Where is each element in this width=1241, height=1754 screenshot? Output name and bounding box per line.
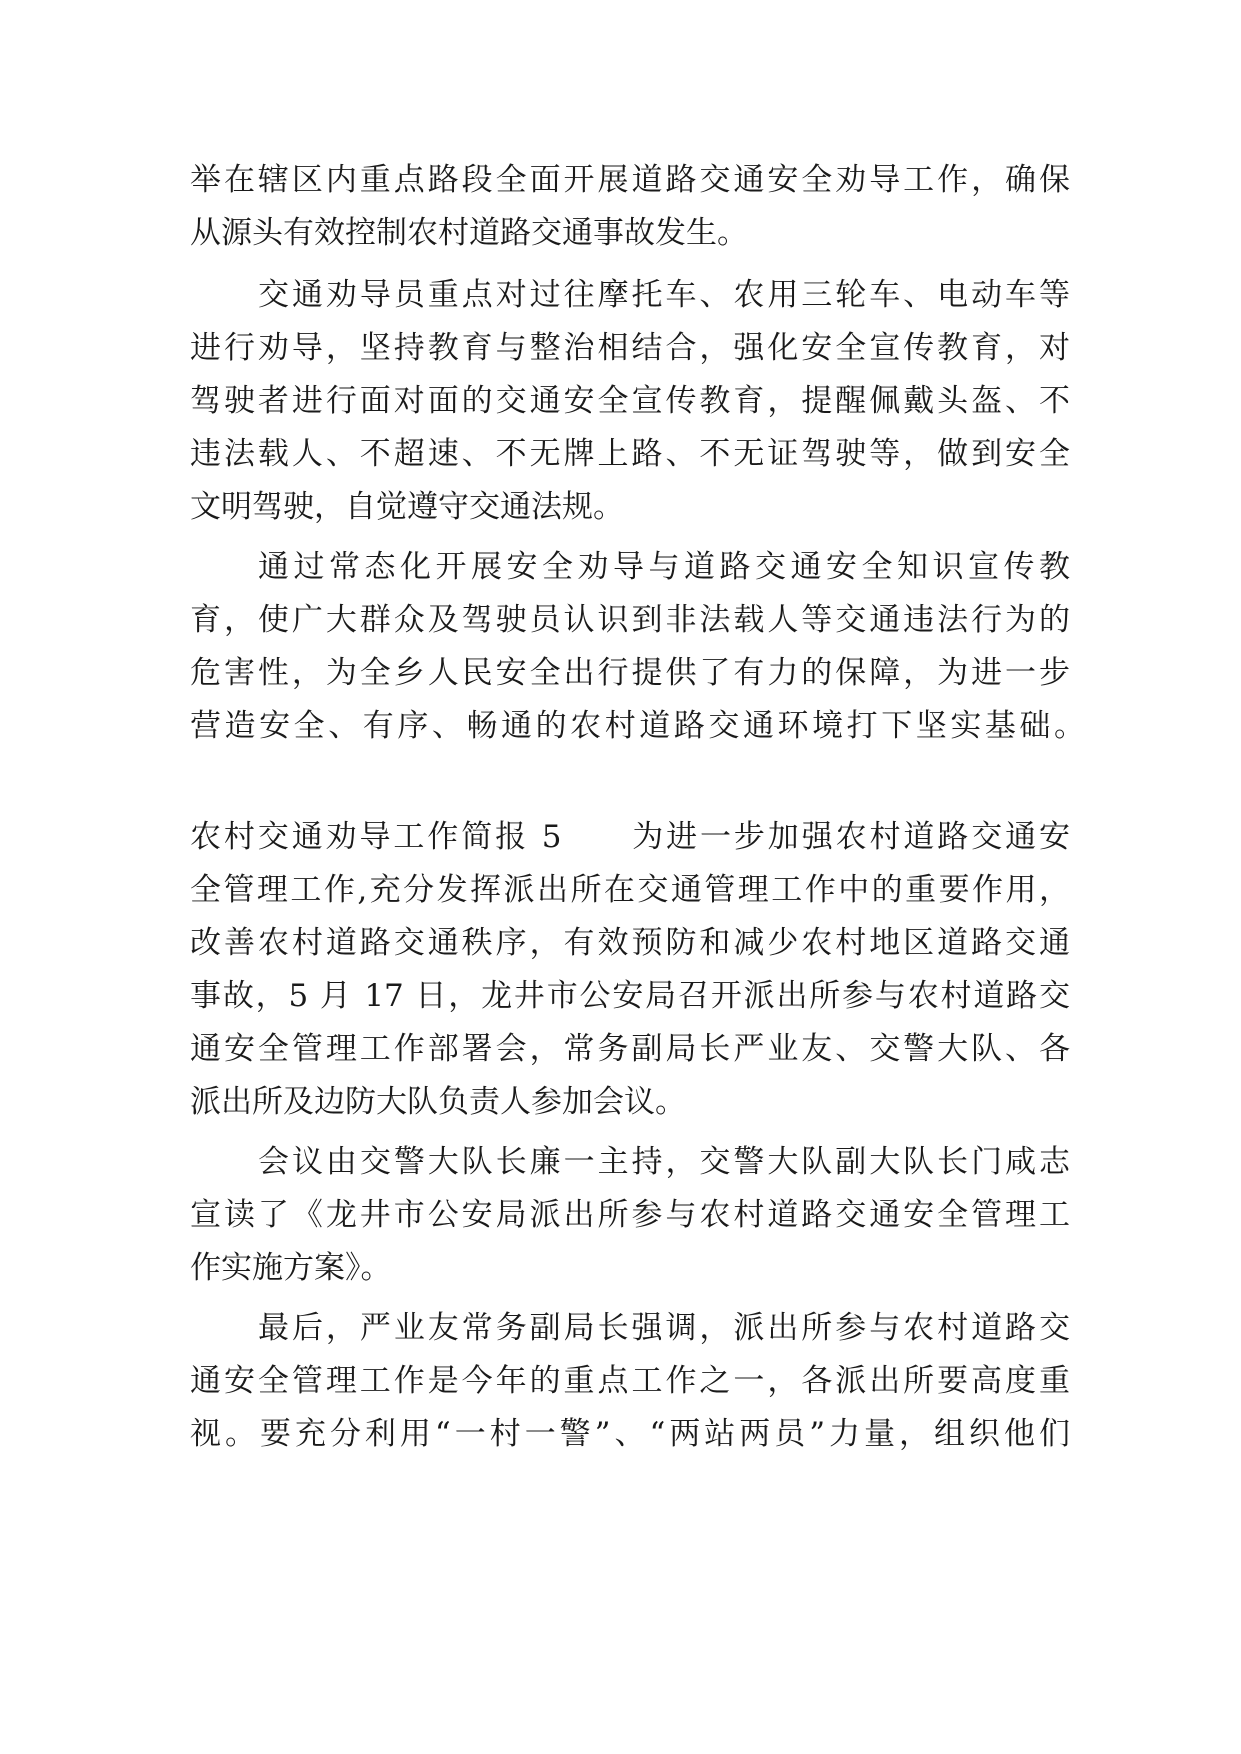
paragraph-line: 驾驶者进行面对面的交通安全宣传教育，提醒佩戴头盔、不 (190, 383, 1070, 419)
paragraph-line: 交通劝导员重点对过往摩托车、农用三轮车、电动车等 (258, 277, 1070, 313)
paragraph-line: 事故，5 月 17 日，龙井市公安局召开派出所参与农村道路交 (190, 978, 1070, 1014)
paragraph-line: 文明驾驶，自觉遵守交通法规。 (190, 489, 624, 525)
paragraph-line: 派出所及边防大队负责人参加会议。 (190, 1084, 686, 1120)
paragraph-line: 进行劝导，坚持教育与整治相结合，强化安全宣传教育，对 (190, 330, 1070, 366)
paragraph-line: 视。要充分利用“一村一警”、“两站两员”力量，组织他们 (190, 1416, 1070, 1452)
paragraph-line: 改善农村道路交通秩序，有效预防和减少农村地区道路交通 (190, 925, 1070, 961)
paragraph-line: 从源头有效控制农村道路交通事故发生。 (190, 215, 748, 251)
paragraph-line: 通安全管理工作是今年的重点工作之一，各派出所要高度重 (190, 1363, 1070, 1399)
paragraph-line: 会议由交警大队长廉一主持，交警大队副大队长门咸志 (258, 1144, 1070, 1180)
paragraph-line: 危害性，为全乡人民安全出行提供了有力的保障，为进一步 (190, 655, 1070, 691)
paragraph-line: 通安全管理工作部署会，常务副局长严业友、交警大队、各 (190, 1031, 1070, 1067)
paragraph-line: 最后，严业友常务副局长强调，派出所参与农村道路交 (258, 1310, 1070, 1346)
paragraph-line: 通过常态化开展安全劝导与道路交通安全知识宣传教 (258, 549, 1070, 585)
paragraph-line: 作实施方案》。 (190, 1250, 392, 1286)
paragraph-line: 举在辖区内重点路段全面开展道路交通安全劝导工作，确保 (190, 162, 1070, 198)
paragraph-line: 营造安全、有序、畅通的农村道路交通环境打下坚实基础。 (190, 708, 1085, 744)
paragraph-line: 宣读了《龙井市公安局派出所参与农村道路交通安全管理工 (190, 1197, 1070, 1233)
paragraph-line: 违法载人、不超速、不无牌上路、不无证驾驶等，做到安全 (190, 436, 1070, 472)
section-heading-line: 农村交通劝导工作简报 5 为进一步加强农村道路交通安 (190, 819, 1070, 855)
paragraph-line: 育，使广大群众及驾驶员认识到非法载人等交通违法行为的 (190, 602, 1070, 638)
paragraph-line: 全管理工作,充分发挥派出所在交通管理工作中的重要作用， (190, 872, 1070, 908)
